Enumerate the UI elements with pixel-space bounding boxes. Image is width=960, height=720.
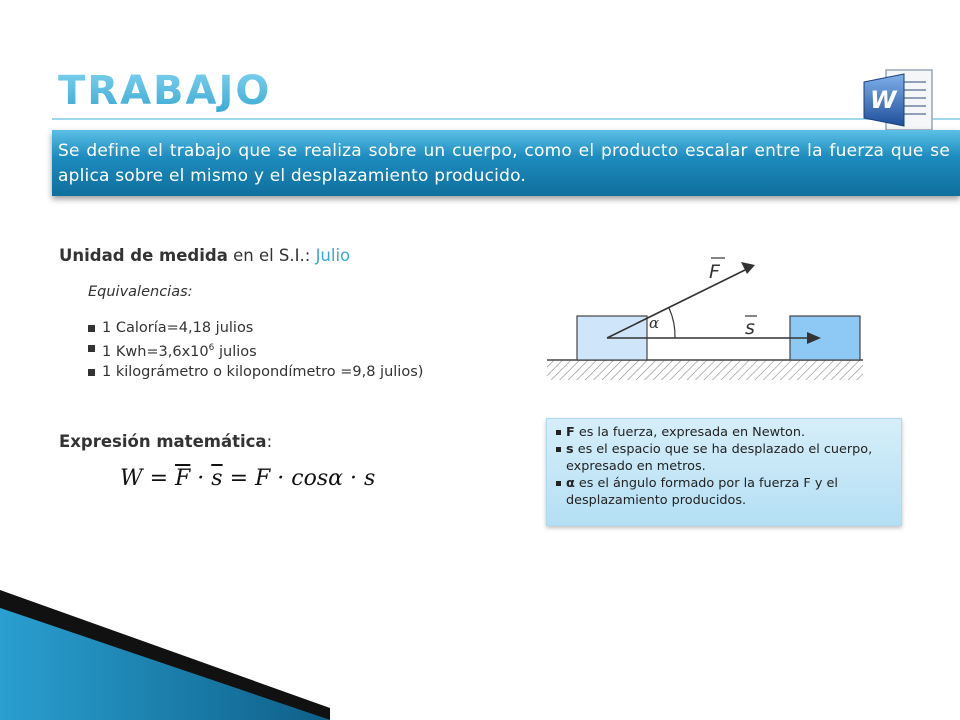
definition-text: Se define el trabajo que se realiza sobre un cuerpo, como el producto escalar entre la fuerza que se aplica sobre el mismo y el desplazamiento producido. — [58, 141, 950, 186]
force-displacement-diagram — [545, 250, 865, 382]
corner-decoration — [0, 590, 330, 720]
formula-alpha: α — [328, 466, 343, 491]
word-document-icon — [858, 66, 940, 136]
svg-text:W: W — [870, 86, 897, 114]
note-text: es el espacio que se ha desplazado el cuerpo, expresado en metros. — [566, 442, 873, 474]
list-item — [86, 338, 423, 362]
equivalence-text: 1 Kwh=3,6x10 — [102, 343, 209, 360]
formula-dot: · — [190, 466, 212, 491]
list-item — [556, 424, 896, 441]
list-item: 1 Caloría=4,18 julios — [86, 318, 423, 338]
list-item — [556, 475, 896, 509]
equivalences-list — [86, 318, 423, 382]
angle-arc — [669, 308, 675, 338]
displacement-label: s — [745, 317, 755, 339]
note-key: F — [566, 425, 575, 440]
angle-label: α — [649, 314, 660, 332]
work-formula — [120, 466, 375, 491]
note-text: es el ángulo formado por la fuerza F y el desplazamiento producidos. — [566, 476, 838, 508]
formula-rhs: = F · cos — [222, 466, 329, 491]
force-label: F — [709, 261, 720, 283]
formula-lhs: W = — [120, 466, 176, 491]
force-arrow — [607, 270, 745, 338]
unit-label-rest: en el S.I.: — [227, 246, 316, 265]
unit-line — [59, 246, 350, 265]
note-key: α — [566, 476, 575, 491]
exponent: 6 — [208, 343, 215, 353]
note-text: es la fuerza, expresada en Newton. — [574, 425, 806, 440]
notes-list — [556, 424, 896, 509]
slide-title: TRABAJO — [58, 68, 272, 114]
unit-value: Julio — [315, 246, 351, 265]
equivalences-title: Equivalencias: — [88, 284, 193, 300]
ground — [547, 360, 863, 380]
unit-label: Unidad de medida — [59, 246, 228, 265]
formula-force-vector: $\overline{F}$ — [175, 466, 191, 491]
expression-label: Expresión matemática — [59, 432, 267, 451]
formula-tail: · s — [342, 466, 376, 491]
note-key: s — [566, 442, 574, 457]
list-item — [556, 441, 896, 475]
expression-title — [59, 432, 272, 451]
expression-label-rest: : — [266, 432, 273, 451]
force-arrowhead — [741, 262, 755, 274]
formula-displacement-vector: $\overline{s}$ — [211, 466, 223, 491]
list-item: 1 kilográmetro o kilopondímetro =9,8 julios) — [86, 362, 423, 382]
title-divider — [52, 118, 960, 120]
equivalence-text: julios — [214, 343, 257, 360]
